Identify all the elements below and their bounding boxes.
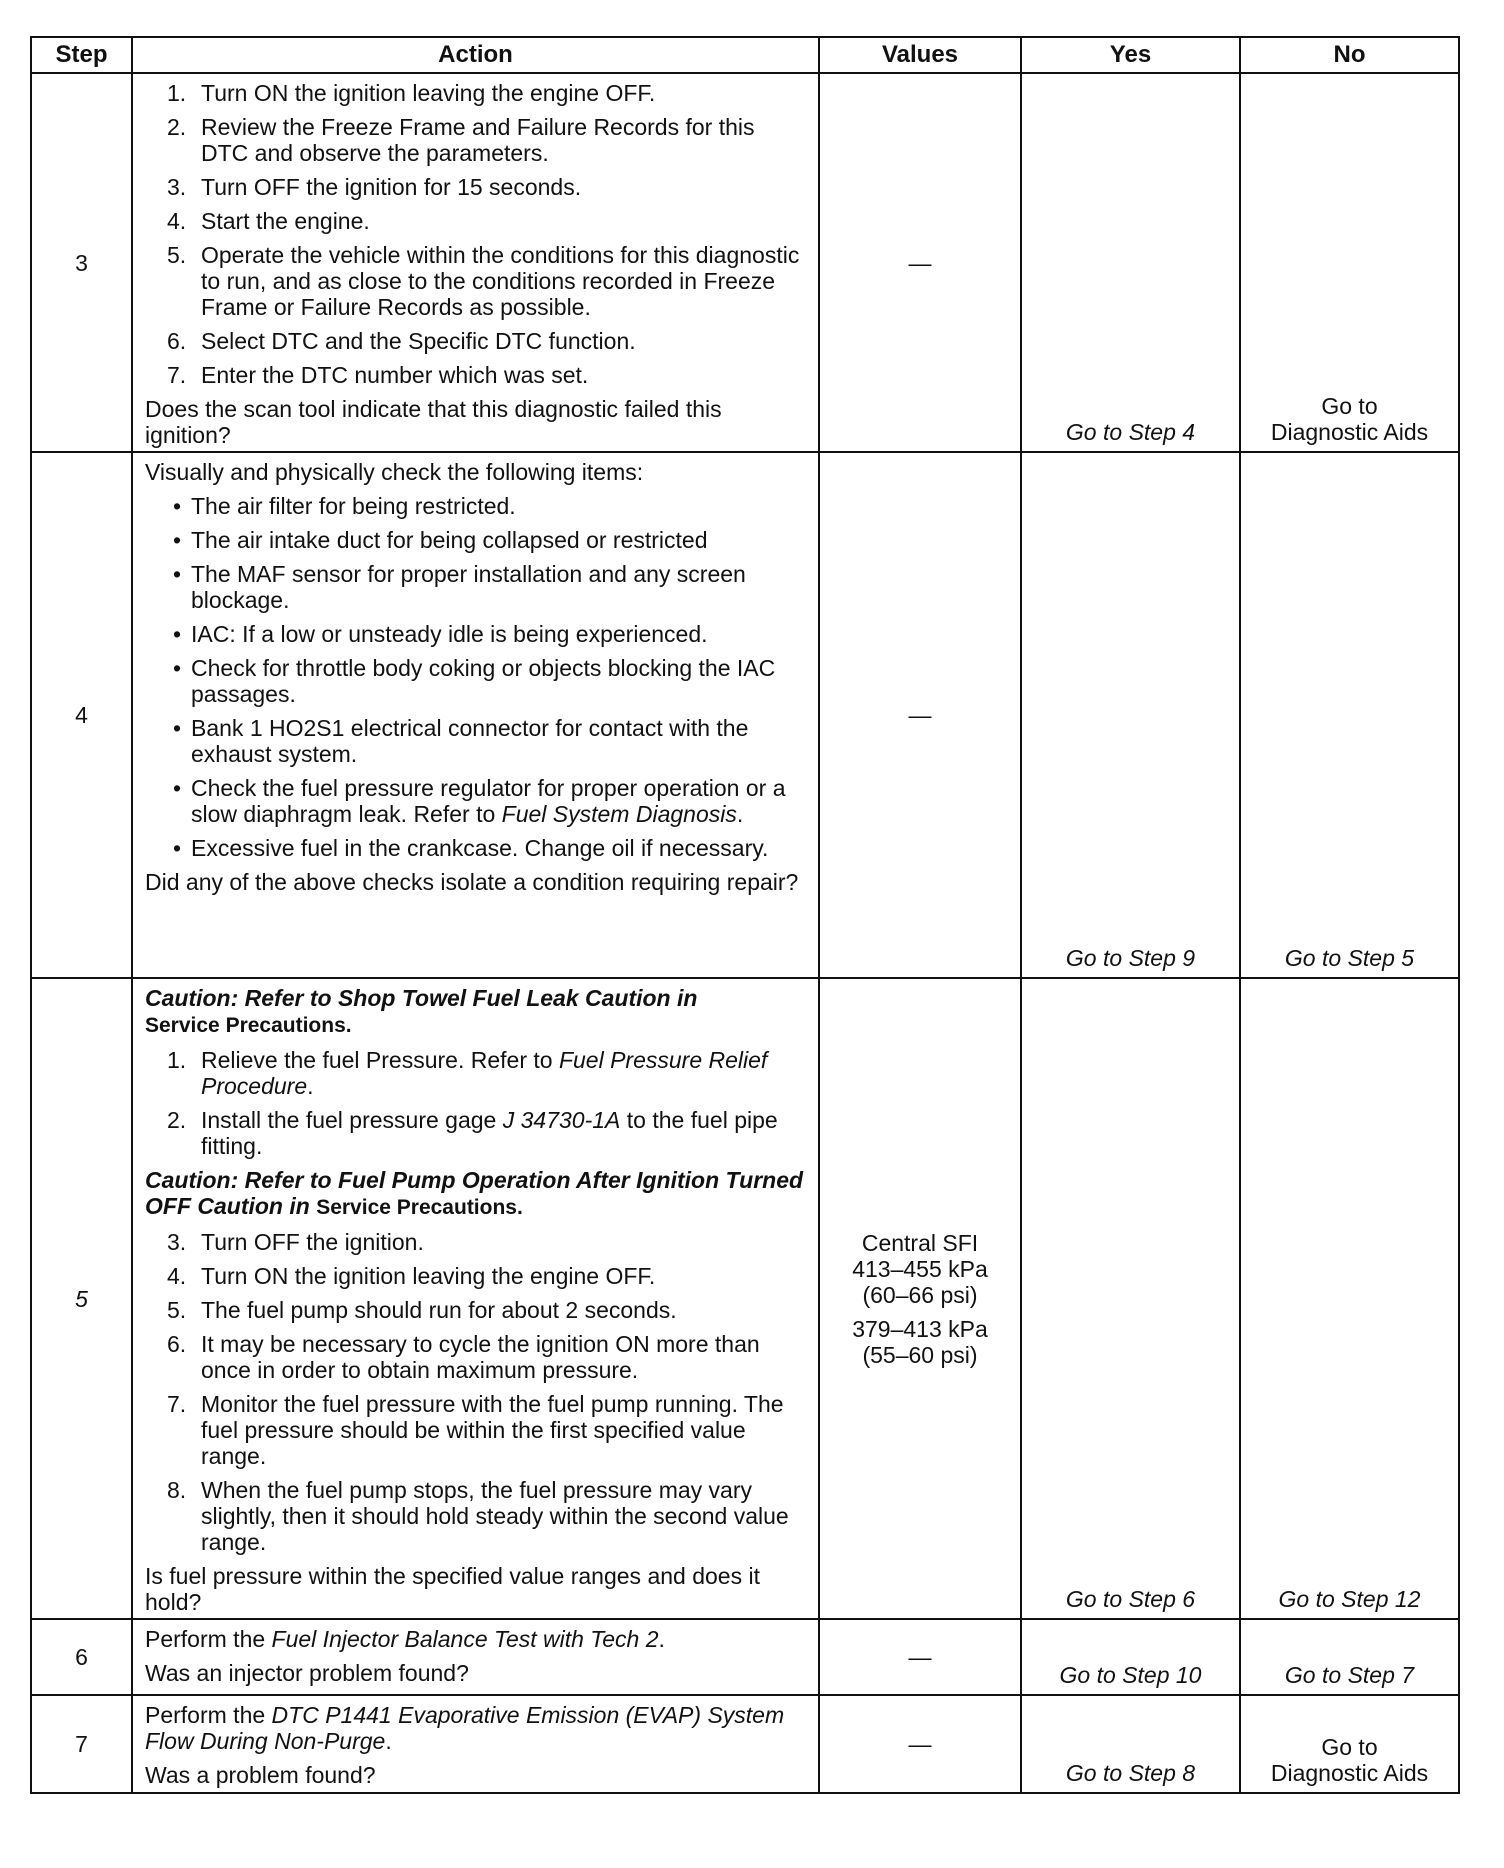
no-link-line2: Diagnostic Aids <box>1270 1760 1429 1786</box>
reference-link[interactable]: Fuel Pressure Relief Procedure <box>201 1047 768 1099</box>
values-cell: — <box>819 1695 1021 1793</box>
header-values: Values <box>819 37 1021 73</box>
list-item: 4. Start the engine. <box>167 208 370 234</box>
list-item: • The MAF sensor for proper installation and any screen blockage. <box>173 561 746 613</box>
no-link-line1: Go to <box>1321 1734 1378 1760</box>
list-item: 3. Turn OFF the ignition. <box>167 1229 424 1255</box>
reference-link[interactable]: Fuel System Diagnosis <box>501 801 737 827</box>
list-item: 8. When the fuel pump stops, the fuel pressure may vary slightly, then it should hold steady within the second value range. <box>167 1477 789 1555</box>
header-row <box>31 37 1459 73</box>
header-no: No <box>1240 37 1459 73</box>
no-link-line1: Go to <box>1321 393 1378 419</box>
yes-link[interactable]: Go to Step 4 <box>1021 73 1240 452</box>
header-step: Step <box>31 37 132 73</box>
no-link[interactable] <box>1240 1695 1459 1793</box>
reference-link[interactable]: Fuel Injector Balance Test with Tech 2 <box>271 1626 659 1652</box>
list-item: 5. Operate the vehicle within the conditions for this diagnostic to run, and as close to the conditions recorded in Freeze Frame or Failure Records as possible. <box>167 242 800 320</box>
diagnostic-table <box>30 36 1460 1794</box>
step-row-7 <box>31 1695 1459 1793</box>
values-cell <box>819 978 1021 1619</box>
instruction-text: Perform the Fuel Injector Balance Test with Tech 2. <box>145 1626 665 1652</box>
list-item: 1. Relieve the fuel Pressure. Refer to Fuel Pressure Relief Procedure. <box>167 1047 768 1099</box>
reference-link[interactable]: DTC P1441 Evaporative Emission (EVAP) System Flow During Non-Purge <box>145 1702 785 1754</box>
procedure-list <box>145 80 808 388</box>
step-number: 7 <box>31 1695 132 1793</box>
list-item: 3. Turn OFF the ignition for 15 seconds. <box>167 174 582 200</box>
step-row-5 <box>31 978 1459 1619</box>
step-number: 5 <box>31 978 132 1619</box>
values-range-kpa: 413–455 kPa <box>852 1255 988 1282</box>
values-range-kpa: 379–413 kPa <box>852 1315 988 1342</box>
question-text: Was an injector problem found? <box>145 1660 469 1686</box>
no-link[interactable]: Go to Step 7 <box>1240 1619 1459 1695</box>
action-cell <box>132 452 819 978</box>
values-range-psi: (55–60 psi) <box>862 1341 978 1368</box>
question-text: Was a problem found? <box>145 1762 376 1788</box>
question-text: Did any of the above checks isolate a condition requiring repair? <box>145 869 799 895</box>
header-yes: Yes <box>1021 37 1240 73</box>
caution-note: Caution: Refer to Shop Towel Fuel Leak Caution in Service Precautions. <box>145 985 698 1037</box>
action-cell <box>132 73 819 452</box>
header-action: Action <box>132 37 819 73</box>
caution-note: Caution: Refer to Fuel Pump Operation After Ignition Turned OFF Caution in Service Precautions. <box>145 1167 804 1219</box>
yes-link[interactable]: Go to Step 6 <box>1021 978 1240 1619</box>
values-cell: — <box>819 1619 1021 1695</box>
procedure-list <box>145 1229 808 1555</box>
no-link[interactable] <box>1240 73 1459 452</box>
list-item: • The air filter for being restricted. <box>173 493 516 519</box>
no-link[interactable]: Go to Step 5 <box>1240 452 1459 978</box>
list-item: 1. Turn ON the ignition leaving the engine OFF. <box>167 80 656 106</box>
question-text: Is fuel pressure within the specified value ranges and does it hold? <box>145 1563 760 1615</box>
list-item: 5. The fuel pump should run for about 2 seconds. <box>167 1297 677 1323</box>
no-link-line2: Diagnostic Aids <box>1270 419 1429 445</box>
step-row-6 <box>31 1619 1459 1695</box>
list-item: • Check the fuel pressure regulator for proper operation or a slow diaphragm leak. Refer to Fuel System Diagnosis. <box>173 775 786 827</box>
check-list <box>145 493 808 861</box>
values-label: Central SFI <box>861 1229 979 1256</box>
question-text: Does the scan tool indicate that this diagnostic failed this ignition? <box>145 396 722 448</box>
list-item: • Excessive fuel in the crankcase. Change oil if necessary. <box>173 835 769 861</box>
step-number: 6 <box>31 1619 132 1695</box>
step-number: 4 <box>31 452 132 978</box>
step-number: 3 <box>31 73 132 452</box>
list-item: 6. Select DTC and the Specific DTC function. <box>167 328 636 354</box>
intro-text: Visually and physically check the following items: <box>145 459 644 485</box>
list-item: 6. It may be necessary to cycle the ignition ON more than once in order to obtain maximum pressure. <box>167 1331 760 1383</box>
values-range-psi: (60–66 psi) <box>862 1281 978 1308</box>
step-row-4 <box>31 452 1459 978</box>
list-item: • Bank 1 HO2S1 electrical connector for contact with the exhaust system. <box>173 715 749 767</box>
no-link[interactable]: Go to Step 12 <box>1240 978 1459 1619</box>
yes-link[interactable]: Go to Step 10 <box>1021 1619 1240 1695</box>
tool-reference: J 34730-1A <box>502 1107 621 1133</box>
yes-link[interactable]: Go to Step 9 <box>1021 452 1240 978</box>
step-row-3 <box>31 73 1459 452</box>
action-cell <box>132 978 819 1619</box>
list-item: 7. Enter the DTC number which was set. <box>167 362 589 388</box>
values-cell: — <box>819 452 1021 978</box>
list-item: • Check for throttle body coking or objects blocking the IAC passages. <box>173 655 776 707</box>
action-cell <box>132 1619 819 1695</box>
list-item: 7. Monitor the fuel pressure with the fuel pump running. The fuel pressure should be within the first specified value range. <box>167 1391 784 1469</box>
list-item: 2. Review the Freeze Frame and Failure Records for this DTC and observe the parameters. <box>167 114 755 166</box>
list-item: • IAC: If a low or unsteady idle is being experienced. <box>173 621 708 647</box>
values-cell: — <box>819 73 1021 452</box>
list-item: 4. Turn ON the ignition leaving the engine OFF. <box>167 1263 656 1289</box>
action-cell <box>132 1695 819 1793</box>
yes-link[interactable]: Go to Step 8 <box>1021 1695 1240 1793</box>
instruction-text: Perform the DTC P1441 Evaporative Emission (EVAP) System Flow During Non-Purge. <box>145 1702 785 1754</box>
procedure-list <box>145 1047 808 1159</box>
list-item: • The air intake duct for being collapsed or restricted <box>173 527 708 553</box>
list-item: 2. Install the fuel pressure gage J 34730-1A to the fuel pipe fitting. <box>167 1107 778 1159</box>
